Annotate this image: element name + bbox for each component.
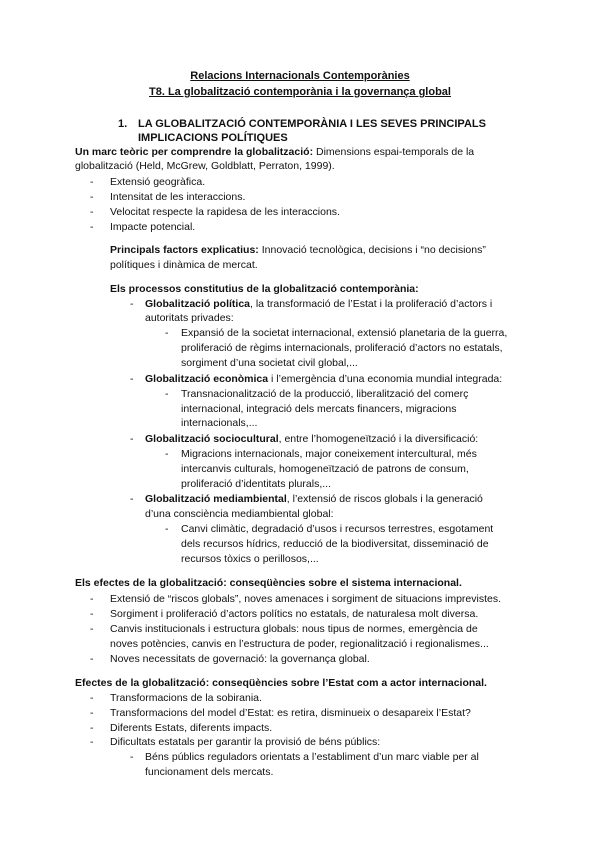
bullet-dash: -: [90, 653, 94, 665]
politica-sub-line: Expansió de la societat internacional, extensió planetaria de la guerra,: [181, 327, 508, 339]
marc-text: Dimensions espai-temporals de la: [313, 146, 475, 158]
list-item: Extensió geogràfica.: [110, 176, 206, 188]
bullet-dash: -: [90, 722, 94, 734]
economica-text: i l’emergència d’una economia mundial integrada:: [268, 373, 503, 385]
efectes-estat-heading: Efectes de la globalització: conseqüències sobre l’Estat com a actor internacional.: [75, 677, 487, 689]
bullet-dash: -: [90, 707, 94, 719]
processos-heading: Els processos constitutius de la globalització contemporània:: [110, 283, 419, 295]
bullet-dash: -: [165, 388, 169, 400]
economica-label: Globalització econòmica: [145, 373, 269, 385]
marc-label: Un marc teòric per comprendre la globalització:: [75, 146, 314, 158]
bullet-dash: -: [90, 176, 94, 188]
marc-paragraph-line1: [75, 145, 474, 160]
sociocultural-sub-line: proliferació d’identitats plurals,...: [181, 478, 331, 490]
list-item: Diferents Estats, diferents impacts.: [110, 722, 273, 734]
factors-text: Innovació tecnològica, decisions i “no decisions”: [258, 244, 486, 256]
list-item-continuation: noves potències, canvis en l’estructura de poder, regionalització i regionalismes...: [110, 638, 489, 650]
list-item: Sorgiment i proliferació d’actors polítics no estatals, de naturalesa molt diversa.: [110, 608, 479, 620]
list-item: Extensió de “riscos globals”, noves amenaces i sorgiment de situacions imprevistes.: [110, 593, 502, 605]
bullet-dash: -: [130, 493, 134, 505]
bullet-dash: -: [165, 327, 169, 339]
politica-line2: autoritats privades:: [145, 312, 234, 324]
list-item: Impacte potencial.: [110, 221, 196, 233]
estat-sub-line: Béns públics reguladors orientats a l’establiment d’un marc viable per al: [145, 751, 479, 763]
sociocultural-text: , entre l’homogeneïtzació i la diversificació:: [278, 433, 479, 445]
politica-sub-line: sorgiment d’una societat civil global,...: [181, 357, 358, 369]
politica-sub-line: proliferació de règims internacionals, proliferació d’actors no estatals,: [181, 342, 503, 354]
sociocultural-label: Globalització sociocultural: [145, 433, 279, 445]
bullet-dash: -: [90, 206, 94, 218]
list-item: Noves necessitats de governació: la governança global.: [110, 653, 370, 665]
factors-label: Principals factors explicatius:: [110, 244, 259, 256]
factors-line2: polítiques i dinàmica de mercat.: [110, 259, 258, 271]
bullet-dash: -: [130, 751, 134, 763]
list-item: Velocitat respecte la rapidesa de les interaccions.: [110, 206, 340, 218]
mediambiental-sub-line: dels recursos hídrics, reducció de la biodiversitat, disseminació de: [181, 538, 489, 550]
mediambiental-sub-line: Canvi climàtic, degradació d’usos i recursos terrestres, esgotament: [181, 523, 494, 535]
bullet-dash: -: [90, 736, 94, 748]
estat-sub-line: funcionament dels mercats.: [145, 766, 274, 778]
document-title: Relacions Internacionals Contemporànies: [190, 70, 410, 82]
list-item: Transformacions del model d’Estat: es retira, disminueix o desapareix l’Estat?: [110, 707, 471, 719]
section-heading-line1: LA GLOBALITZACIÓ CONTEMPORÀNIA I LES SEVES PRINCIPALS: [138, 118, 486, 130]
efectes-sistema-heading: Els efectes de la globalització: conseqüències sobre el sistema internacional.: [75, 577, 462, 589]
bullet-dash: -: [130, 298, 134, 310]
list-item: Intensitat de les interaccions.: [110, 191, 246, 203]
bullet-dash: -: [90, 608, 94, 620]
mediambiental-line2: d’una consciència mediambiental global:: [145, 508, 334, 520]
economica-line1: [145, 372, 502, 387]
list-item: Transformacions de la sobirania.: [110, 692, 262, 704]
factors-line1: [110, 243, 486, 258]
politica-text: , la transformació de l’Estat i la proliferació d’actors i: [250, 298, 493, 310]
bullet-dash: -: [90, 623, 94, 635]
mediambiental-sub-line: recursos tòxics o perillosos,...: [181, 553, 319, 565]
bullet-dash: -: [130, 433, 134, 445]
economica-sub-line: internacionals,...: [181, 417, 258, 429]
economica-sub-line: internacional, integració dels mercats financers, migracions: [181, 403, 457, 415]
sociocultural-line1: [145, 432, 478, 447]
section-heading-line2: IMPLICACIONS POLÍTIQUES: [138, 132, 288, 144]
document-subtitle: T8. La globalització contemporània i la governança global: [149, 86, 451, 98]
bullet-dash: -: [165, 523, 169, 535]
section-number: 1.: [118, 118, 128, 130]
mediambiental-line1: [145, 492, 483, 507]
sociocultural-sub-line: intercanvis culturals, homogeneïtzació de patrons de consum,: [181, 463, 469, 475]
bullet-dash: -: [90, 191, 94, 203]
bullet-dash: -: [90, 221, 94, 233]
bullet-dash: -: [90, 593, 94, 605]
marc-paragraph-line2: globalització (Held, McGrew, Goldblatt, Perraton, 1999).: [75, 160, 335, 172]
economica-sub-line: Transnacionalització de la producció, liberalització del comerç: [181, 388, 469, 400]
mediambiental-text: , l’extensió de riscos globals i la generació: [286, 493, 483, 505]
bullet-dash: -: [165, 448, 169, 460]
politica-label: Globalització política: [145, 298, 251, 310]
bullet-dash: -: [130, 373, 134, 385]
bullet-dash: -: [90, 692, 94, 704]
list-item: Dificultats estatals per garantir la provisió de béns públics:: [110, 736, 381, 748]
list-item: Canvis institucionals i estructura globals: nous tipus de normes, emergència de: [110, 623, 478, 635]
politica-line1: [145, 297, 492, 312]
mediambiental-label: Globalització mediambiental: [145, 493, 287, 505]
sociocultural-sub-line: Migracions internacionals, major coneixement intercultural, més: [181, 448, 477, 460]
